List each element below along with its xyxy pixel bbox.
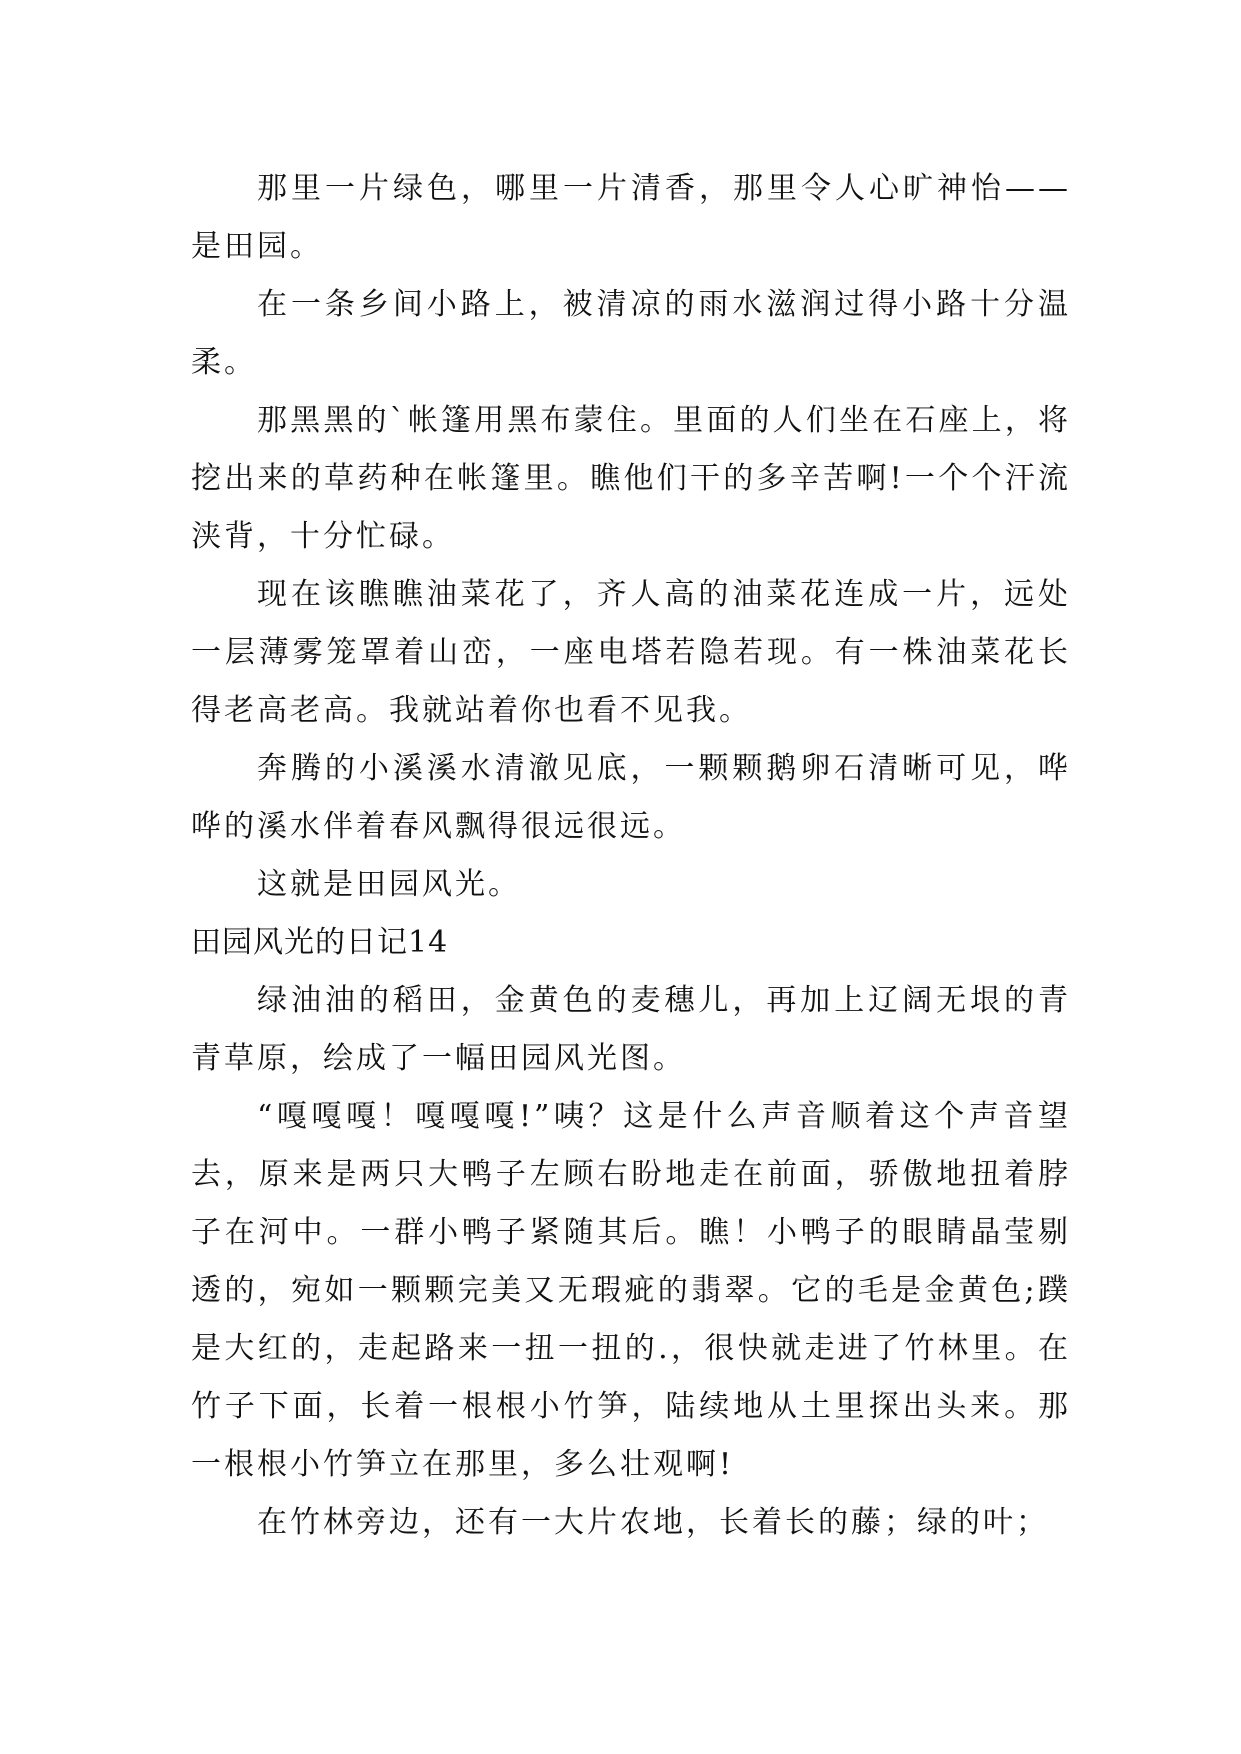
paragraph: 现在该瞧瞧油菜花了，齐人高的油菜花连成一片，远处一层薄雾笼罩着山峦，一座电塔若隐若现。有一株油菜花长得老高老高。我就站着你也看不见我。 bbox=[191, 577, 1071, 728]
paragraph: 在竹林旁边，还有一大片农地，长着长的藤；绿的叶； bbox=[257, 1505, 1049, 1540]
paragraph: 那里一片绿色，哪里一片清香，那里令人心旷神怡——是田园。 bbox=[191, 171, 1071, 264]
paragraph: “嘎嘎嘎！嘎嘎嘎!”咦？这是什么声音顺着这个声音望去，原来是两只大鸭子左顾右盼地走在前面，骄傲地扭着脖子在河中。一群小鸭子紧随其后。瞧！小鸭子的眼睛晶莹剔透的，宛如一颗颗完美又无瑕疵的翡翠。它的毛是金黄色;蹼是大红的，走起路来一扭一扭的.，很快就走进了竹林里。在竹子下面，长着一根根小竹笋，陆续地从土里探出头来。那一根根小竹笋立在那里，多么壮观啊! bbox=[191, 1099, 1071, 1482]
section-heading: 田园风光的日记14 bbox=[191, 925, 449, 960]
document-body bbox=[191, 160, 1071, 1552]
paragraph: 那黑黑的`帐篷用黑布蒙住。里面的人们坐在石座上，将挖出来的草药种在帐篷里。瞧他们干的多辛苦啊!一个个汗流浃背，十分忙碌。 bbox=[191, 403, 1071, 554]
paragraph: 奔腾的小溪溪水清澈见底，一颗颗鹅卵石清晰可见，哗哗的溪水伴着春风飘得很远很远。 bbox=[191, 751, 1071, 844]
paragraph: 这就是田园风光。 bbox=[257, 867, 521, 902]
paragraph: 绿油油的稻田，金黄色的麦穗儿，再加上辽阔无垠的青青草原，绘成了一幅田园风光图。 bbox=[191, 983, 1071, 1076]
paragraph: 在一条乡间小路上，被清凉的雨水滋润过得小路十分温柔。 bbox=[191, 287, 1071, 380]
